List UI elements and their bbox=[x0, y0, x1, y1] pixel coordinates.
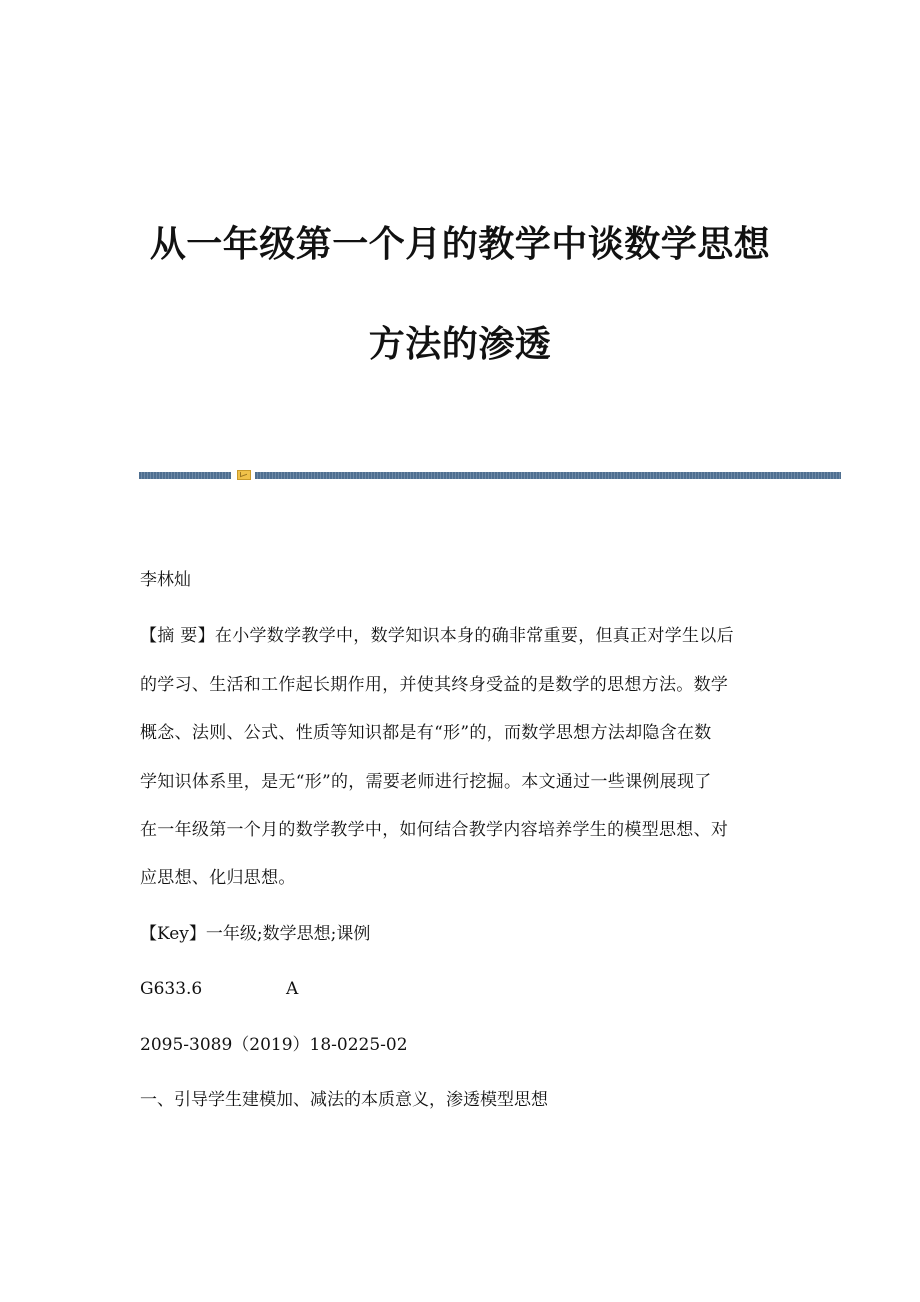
author-name: 李林灿 bbox=[140, 570, 191, 590]
envelope-icon bbox=[237, 470, 251, 480]
divider-bar-left bbox=[139, 472, 231, 479]
abstract-line: 应思想、化归思想。 bbox=[140, 868, 296, 888]
divider-bar-right bbox=[255, 472, 841, 479]
title-line-2: 方法的渗透 bbox=[368, 324, 552, 365]
abstract-line: 的学习、生活和工作起长期作用，并使其终身受益的是数学的思想方法。数学 bbox=[140, 675, 729, 695]
keywords: 【Key】一年级;数学思想;课例 bbox=[140, 924, 371, 944]
section-heading: 一、引导学生建模加、减法的本质意义，渗透模型思想 bbox=[140, 1090, 548, 1110]
abstract-line: 学知识体系里，是无“形”的，需要老师进行挖掘。本文通过一些课例展现了 bbox=[140, 772, 712, 792]
article-id: 2095-3089（2019）18-0225-02 bbox=[140, 1035, 408, 1055]
title-line-1: 从一年级第一个月的教学中谈数学思想 bbox=[149, 224, 771, 265]
decorative-divider bbox=[139, 469, 841, 481]
abstract-line: 概念、法则、公式、性质等知识都是有“形”的，而数学思想方法却隐含在数 bbox=[140, 723, 712, 743]
clc-number: G633.6 bbox=[140, 979, 203, 999]
classification-row bbox=[140, 977, 440, 1001]
abstract-line: 在一年级第一个月的数学教学中，如何结合教学内容培养学生的模型思想、对 bbox=[140, 820, 729, 840]
document-code: A bbox=[286, 979, 299, 999]
abstract-line: 【摘 要】在小学数学教学中，数学知识本身的确非常重要，但真正对学生以后 bbox=[140, 626, 734, 646]
